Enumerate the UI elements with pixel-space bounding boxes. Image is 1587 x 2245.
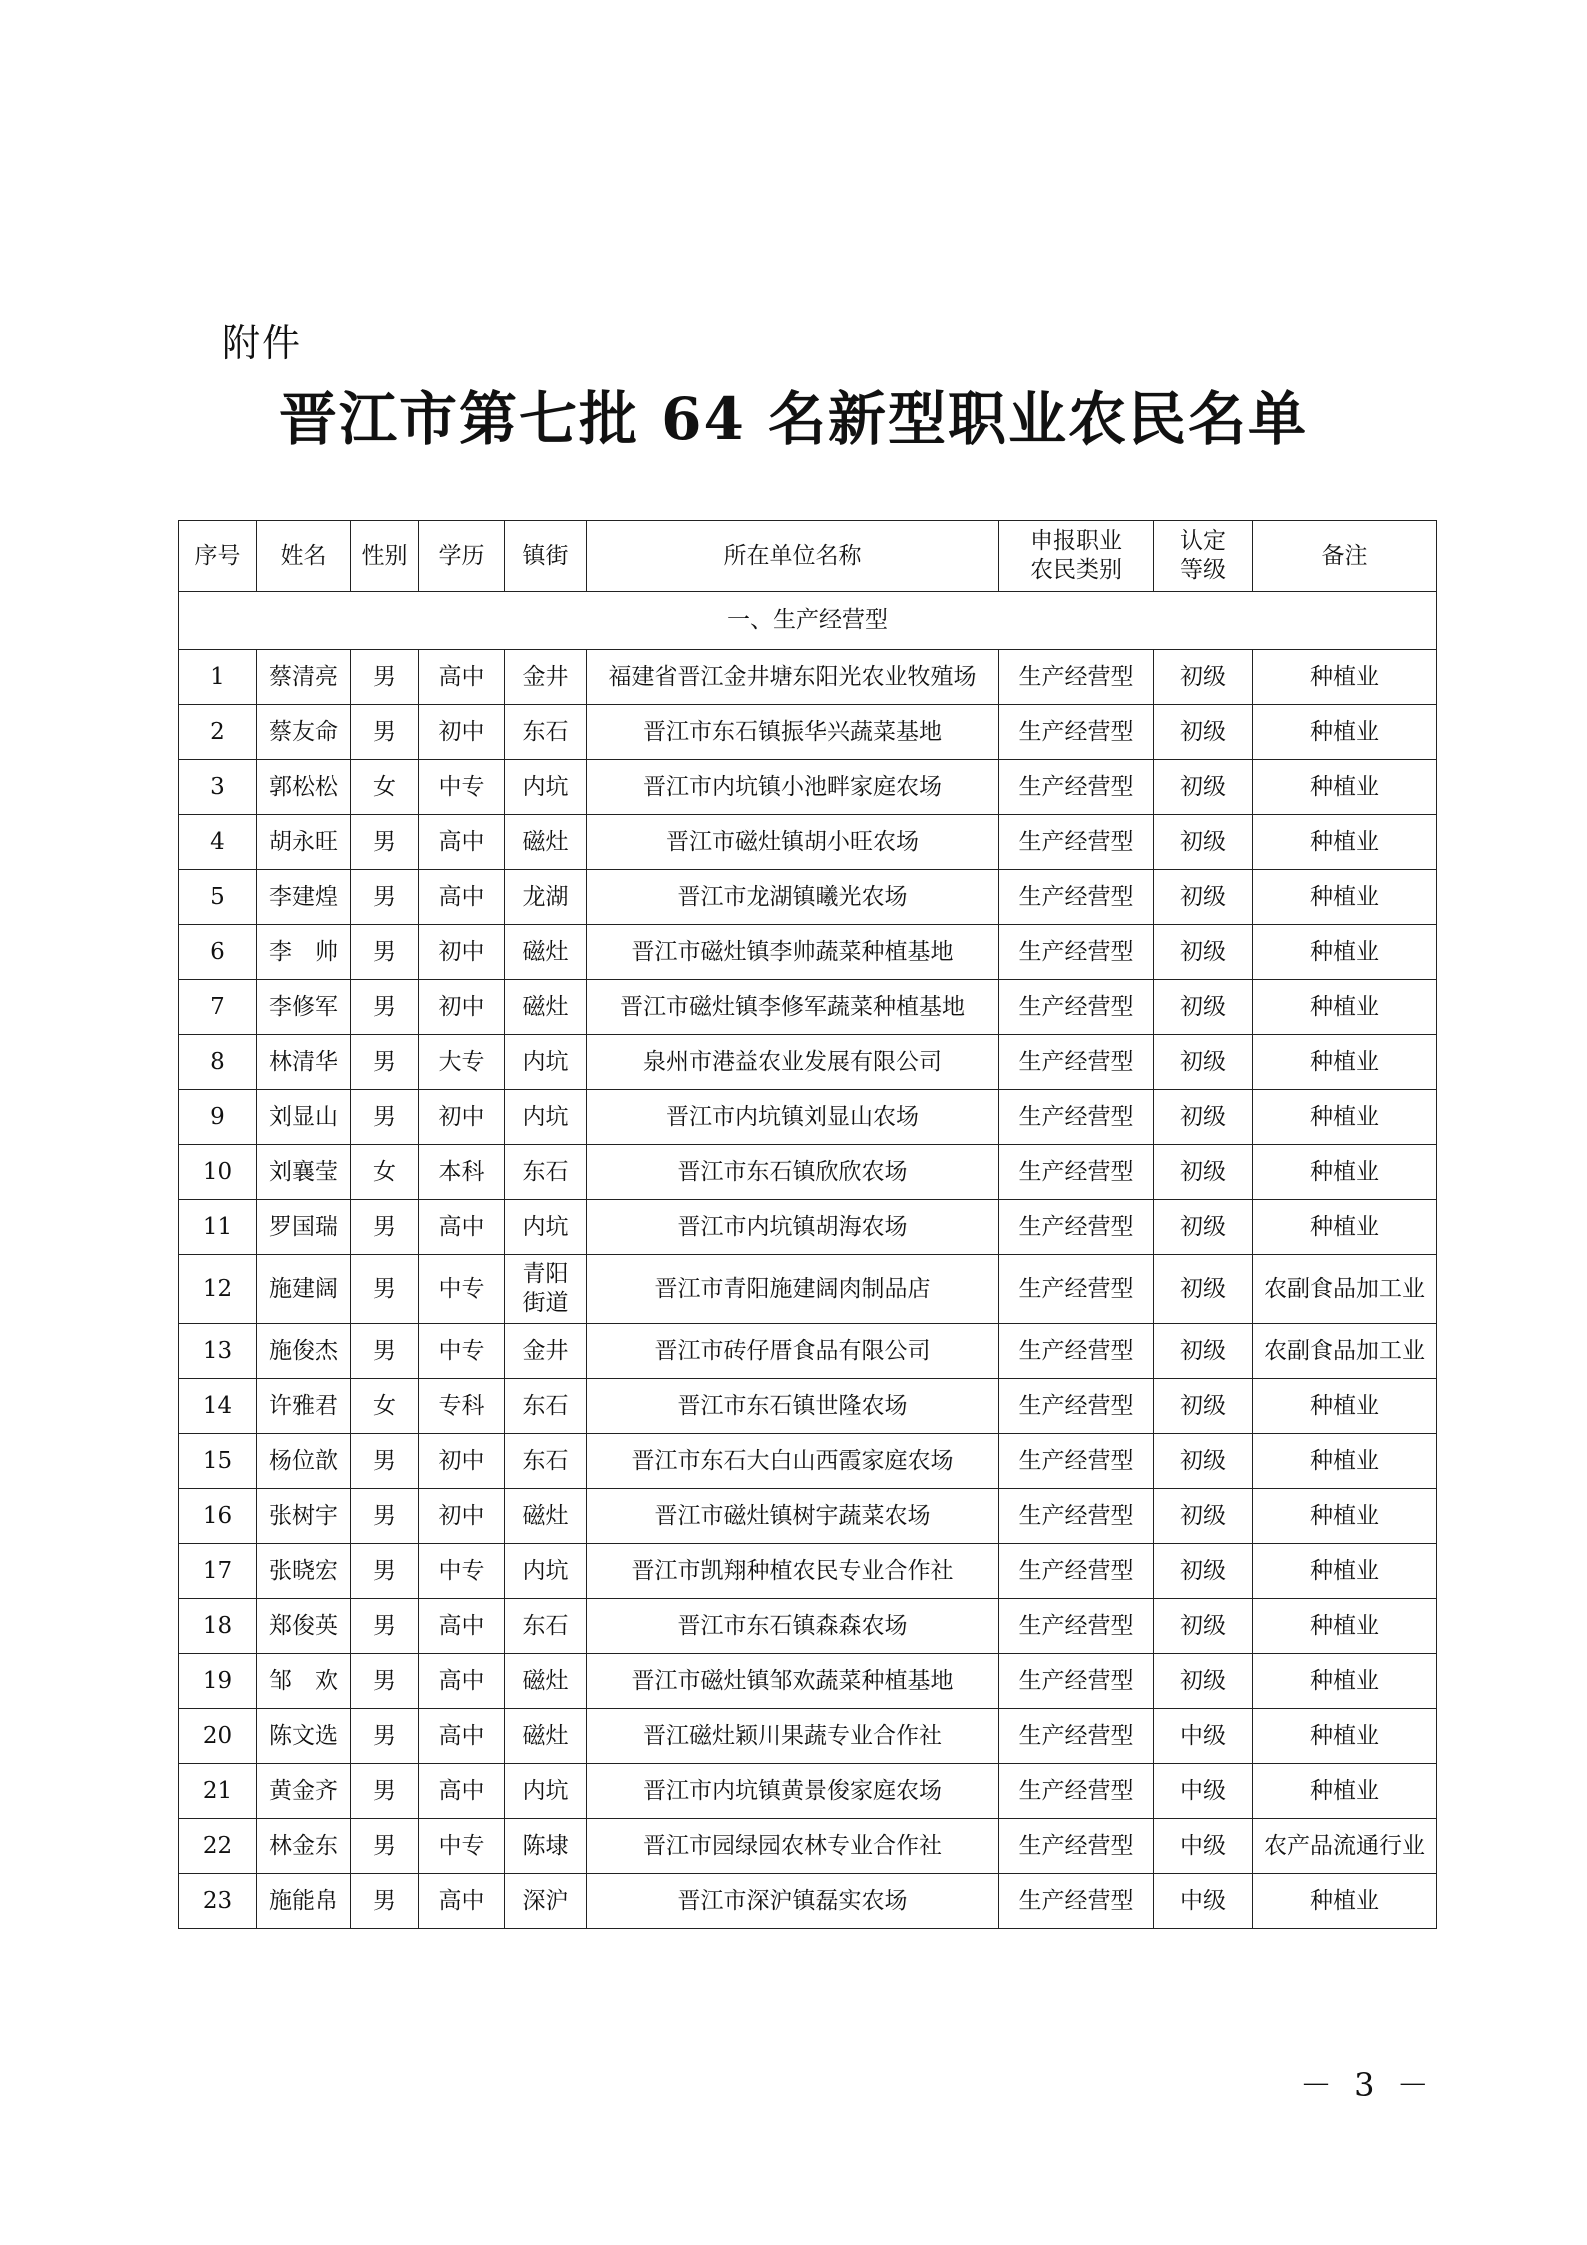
table-cell: 高中 <box>419 1764 505 1819</box>
table-cell: 种植业 <box>1253 1709 1437 1764</box>
table-cell: 施俊杰 <box>257 1324 351 1379</box>
table-cell: 男 <box>351 1599 419 1654</box>
table-cell: 22 <box>179 1819 257 1874</box>
table-cell: 生产经营型 <box>999 1654 1154 1709</box>
table-cell: 李修军 <box>257 980 351 1035</box>
table-cell: 种植业 <box>1253 1874 1437 1929</box>
table-cell: 青阳 街道 <box>505 1255 587 1324</box>
column-header: 备注 <box>1253 521 1437 592</box>
table-cell: 农副食品加工业 <box>1253 1324 1437 1379</box>
table-cell: 种植业 <box>1253 760 1437 815</box>
table-cell: 张晓宏 <box>257 1544 351 1599</box>
table-cell: 生产经营型 <box>999 1035 1154 1090</box>
table-row <box>179 925 1437 980</box>
table-cell: 生产经营型 <box>999 1145 1154 1200</box>
table-cell: 种植业 <box>1253 1200 1437 1255</box>
page-title: 晋江市第七批 64 名新型职业农民名单 <box>278 385 1309 453</box>
table-cell: 高中 <box>419 815 505 870</box>
table-cell: 种植业 <box>1253 1764 1437 1819</box>
table-cell: 晋江市东石镇森森农场 <box>587 1599 999 1654</box>
table-cell: 中级 <box>1154 1819 1253 1874</box>
table-cell: 高中 <box>419 870 505 925</box>
column-header: 申报职业 农民类别 <box>999 521 1154 592</box>
table-cell: 初级 <box>1154 980 1253 1035</box>
table-cell: 男 <box>351 1654 419 1709</box>
section-row <box>179 592 1437 650</box>
table-cell: 郭松松 <box>257 760 351 815</box>
table-cell: 晋江市青阳施建阔肉制品店 <box>587 1255 999 1324</box>
table-cell: 黄金齐 <box>257 1764 351 1819</box>
table-cell: 女 <box>351 1379 419 1434</box>
table-cell: 23 <box>179 1874 257 1929</box>
table-cell: 初级 <box>1154 925 1253 980</box>
table-cell: 初级 <box>1154 870 1253 925</box>
table-cell: 中专 <box>419 760 505 815</box>
table-cell: 晋江市深沪镇磊实农场 <box>587 1874 999 1929</box>
table-cell: 东石 <box>505 1434 587 1489</box>
table-cell: 晋江市东石镇振华兴蔬菜基地 <box>587 705 999 760</box>
table-cell: 初中 <box>419 980 505 1035</box>
table-cell: 男 <box>351 815 419 870</box>
table-cell: 晋江市内坑镇黄景俊家庭农场 <box>587 1764 999 1819</box>
table-cell: 中专 <box>419 1819 505 1874</box>
table-cell: 晋江市内坑镇小池畔家庭农场 <box>587 760 999 815</box>
table-cell: 种植业 <box>1253 1035 1437 1090</box>
table-cell: 初级 <box>1154 1489 1253 1544</box>
table-cell: 东石 <box>505 1599 587 1654</box>
table-cell: 男 <box>351 1874 419 1929</box>
table-cell: 初中 <box>419 1090 505 1145</box>
table-cell: 生产经营型 <box>999 870 1154 925</box>
table-header-row <box>179 521 1437 592</box>
table-cell: 晋江市龙湖镇曦光农场 <box>587 870 999 925</box>
table-cell: 初中 <box>419 705 505 760</box>
table-cell: 17 <box>179 1544 257 1599</box>
table-cell: 福建省晋江金井塘东阳光农业牧殖场 <box>587 650 999 705</box>
table-cell: 初级 <box>1154 760 1253 815</box>
table-cell: 初级 <box>1154 1544 1253 1599</box>
table-cell: 种植业 <box>1253 650 1437 705</box>
table-cell: 初中 <box>419 1434 505 1489</box>
table-cell: 男 <box>351 1764 419 1819</box>
table-cell: 12 <box>179 1255 257 1324</box>
table-cell: 种植业 <box>1253 1489 1437 1544</box>
table-cell: 初级 <box>1154 1255 1253 1324</box>
table-cell: 种植业 <box>1253 1145 1437 1200</box>
table-cell: 18 <box>179 1599 257 1654</box>
table-cell: 晋江市东石大白山西霞家庭农场 <box>587 1434 999 1489</box>
table-cell: 10 <box>179 1145 257 1200</box>
table-cell: 中级 <box>1154 1874 1253 1929</box>
table-cell: 生产经营型 <box>999 1200 1154 1255</box>
table-cell: 种植业 <box>1253 1544 1437 1599</box>
table-cell: 男 <box>351 705 419 760</box>
table-cell: 种植业 <box>1253 1434 1437 1489</box>
table-row <box>179 1379 1437 1434</box>
table-cell: 男 <box>351 1200 419 1255</box>
column-header: 学历 <box>419 521 505 592</box>
column-header: 所在单位名称 <box>587 521 999 592</box>
table-cell: 刘显山 <box>257 1090 351 1145</box>
table-cell: 林清华 <box>257 1035 351 1090</box>
table-row <box>179 1764 1437 1819</box>
table-cell: 男 <box>351 650 419 705</box>
table-cell: 4 <box>179 815 257 870</box>
table-cell: 大专 <box>419 1035 505 1090</box>
table-cell: 东石 <box>505 705 587 760</box>
table-cell: 男 <box>351 1489 419 1544</box>
table-cell: 初级 <box>1154 650 1253 705</box>
table-cell: 种植业 <box>1253 705 1437 760</box>
table-cell: 生产经营型 <box>999 980 1154 1035</box>
table-row <box>179 650 1437 705</box>
table-row <box>179 1654 1437 1709</box>
table-row <box>179 1035 1437 1090</box>
table-cell: 种植业 <box>1253 1090 1437 1145</box>
table-cell: 晋江市磁灶镇李修军蔬菜种植基地 <box>587 980 999 1035</box>
table-cell: 胡永旺 <box>257 815 351 870</box>
table-cell: 生产经营型 <box>999 1819 1154 1874</box>
table-cell: 男 <box>351 1544 419 1599</box>
table-cell: 内坑 <box>505 1035 587 1090</box>
table-row <box>179 1819 1437 1874</box>
column-header: 性别 <box>351 521 419 592</box>
column-header: 认定 等级 <box>1154 521 1253 592</box>
table-cell: 生产经营型 <box>999 925 1154 980</box>
table-cell: 晋江市凯翔种植农民专业合作社 <box>587 1544 999 1599</box>
table-cell: 生产经营型 <box>999 1324 1154 1379</box>
table-cell: 磁灶 <box>505 1709 587 1764</box>
table-cell: 8 <box>179 1035 257 1090</box>
table-cell: 泉州市港益农业发展有限公司 <box>587 1035 999 1090</box>
table-cell: 11 <box>179 1200 257 1255</box>
table-cell: 6 <box>179 925 257 980</box>
table-cell: 生产经营型 <box>999 1874 1154 1929</box>
table-cell: 种植业 <box>1253 870 1437 925</box>
table-cell: 磁灶 <box>505 925 587 980</box>
table-cell: 郑俊英 <box>257 1599 351 1654</box>
table-cell: 种植业 <box>1253 1379 1437 1434</box>
table-cell: 金井 <box>505 1324 587 1379</box>
table-cell: 晋江市东石镇世隆农场 <box>587 1379 999 1434</box>
table-cell: 初级 <box>1154 1599 1253 1654</box>
table-cell: 磁灶 <box>505 1654 587 1709</box>
table-cell: 13 <box>179 1324 257 1379</box>
table-cell: 3 <box>179 760 257 815</box>
table-cell: 东石 <box>505 1379 587 1434</box>
table-cell: 中专 <box>419 1544 505 1599</box>
table-cell: 生产经营型 <box>999 1090 1154 1145</box>
table-row <box>179 980 1437 1035</box>
table-cell: 晋江市磁灶镇胡小旺农场 <box>587 815 999 870</box>
table-cell: 高中 <box>419 1654 505 1709</box>
table-cell: 磁灶 <box>505 815 587 870</box>
table-cell: 男 <box>351 1324 419 1379</box>
attachment-label: 附件 <box>222 321 303 365</box>
table-cell: 男 <box>351 1709 419 1764</box>
table-row <box>179 1090 1437 1145</box>
table-cell: 内坑 <box>505 1764 587 1819</box>
table-cell: 晋江市磁灶镇邹欢蔬菜种植基地 <box>587 1654 999 1709</box>
table-cell: 男 <box>351 925 419 980</box>
table-cell: 男 <box>351 870 419 925</box>
table-cell: 专科 <box>419 1379 505 1434</box>
table-row <box>179 1255 1437 1324</box>
table-cell: 内坑 <box>505 1200 587 1255</box>
column-header: 姓名 <box>257 521 351 592</box>
table-cell: 陈埭 <box>505 1819 587 1874</box>
table-cell: 男 <box>351 1434 419 1489</box>
table-row <box>179 1489 1437 1544</box>
table-cell: 初级 <box>1154 1200 1253 1255</box>
table-cell: 生产经营型 <box>999 815 1154 870</box>
table-cell: 李建煌 <box>257 870 351 925</box>
table-cell: 女 <box>351 1145 419 1200</box>
table-cell: 东石 <box>505 1145 587 1200</box>
table-cell: 晋江磁灶颖川果蔬专业合作社 <box>587 1709 999 1764</box>
table-cell: 初级 <box>1154 1434 1253 1489</box>
table-row <box>179 1145 1437 1200</box>
table-row <box>179 1544 1437 1599</box>
table-cell: 深沪 <box>505 1874 587 1929</box>
table-cell: 20 <box>179 1709 257 1764</box>
table-cell: 1 <box>179 650 257 705</box>
table-cell: 生产经营型 <box>999 1434 1154 1489</box>
table-cell: 男 <box>351 1090 419 1145</box>
table-cell: 晋江市磁灶镇树宇蔬菜农场 <box>587 1489 999 1544</box>
table-cell: 晋江市磁灶镇李帅蔬菜种植基地 <box>587 925 999 980</box>
table-cell: 本科 <box>419 1145 505 1200</box>
table-cell: 种植业 <box>1253 925 1437 980</box>
table-row <box>179 705 1437 760</box>
table-cell: 施能帛 <box>257 1874 351 1929</box>
table-cell: 男 <box>351 1819 419 1874</box>
table-cell: 生产经营型 <box>999 1709 1154 1764</box>
table-cell: 许雅君 <box>257 1379 351 1434</box>
table-cell: 初级 <box>1154 1035 1253 1090</box>
table-cell: 陈文选 <box>257 1709 351 1764</box>
table-cell: 中级 <box>1154 1764 1253 1819</box>
table-row <box>179 1874 1437 1929</box>
table-cell: 初中 <box>419 925 505 980</box>
table-cell: 19 <box>179 1654 257 1709</box>
table-row <box>179 1434 1437 1489</box>
table-cell: 种植业 <box>1253 1654 1437 1709</box>
table-cell: 种植业 <box>1253 980 1437 1035</box>
table-cell: 16 <box>179 1489 257 1544</box>
table-cell: 9 <box>179 1090 257 1145</box>
table-cell: 生产经营型 <box>999 1544 1154 1599</box>
table-cell: 内坑 <box>505 1090 587 1145</box>
table-cell: 晋江市东石镇欣欣农场 <box>587 1145 999 1200</box>
table-cell: 生产经营型 <box>999 1489 1154 1544</box>
table-cell: 5 <box>179 870 257 925</box>
table-cell: 生产经营型 <box>999 650 1154 705</box>
table-cell: 生产经营型 <box>999 705 1154 760</box>
table-cell: 高中 <box>419 1874 505 1929</box>
table-cell: 蔡友命 <box>257 705 351 760</box>
table-cell: 7 <box>179 980 257 1035</box>
table-row <box>179 870 1437 925</box>
table-row <box>179 760 1437 815</box>
table-cell: 内坑 <box>505 760 587 815</box>
table-cell: 初级 <box>1154 705 1253 760</box>
table-cell: 刘襄莹 <box>257 1145 351 1200</box>
table-cell: 种植业 <box>1253 815 1437 870</box>
table-cell: 14 <box>179 1379 257 1434</box>
table-cell: 高中 <box>419 1599 505 1654</box>
table-row <box>179 815 1437 870</box>
table-cell: 男 <box>351 980 419 1035</box>
page-number: － 3 － <box>1300 2066 1435 2104</box>
table-cell: 初级 <box>1154 1654 1253 1709</box>
table-cell: 农副食品加工业 <box>1253 1255 1437 1324</box>
table-cell: 男 <box>351 1035 419 1090</box>
table-cell: 种植业 <box>1253 1599 1437 1654</box>
table-cell: 生产经营型 <box>999 1599 1154 1654</box>
column-header: 序号 <box>179 521 257 592</box>
table-cell: 晋江市园绿园农林专业合作社 <box>587 1819 999 1874</box>
table-row <box>179 1599 1437 1654</box>
table-cell: 初级 <box>1154 1090 1253 1145</box>
table-cell: 金井 <box>505 650 587 705</box>
table-cell: 生产经营型 <box>999 1764 1154 1819</box>
farmer-roster-table <box>178 520 1437 1929</box>
table-row <box>179 1709 1437 1764</box>
table-cell: 15 <box>179 1434 257 1489</box>
table-cell: 邹 欢 <box>257 1654 351 1709</box>
table-cell: 张树宇 <box>257 1489 351 1544</box>
table-cell: 蔡清亮 <box>257 650 351 705</box>
table-cell: 林金东 <box>257 1819 351 1874</box>
table-cell: 女 <box>351 760 419 815</box>
table-cell: 高中 <box>419 1200 505 1255</box>
section-title: 一、生产经营型 <box>179 592 1437 650</box>
table-cell: 杨位歆 <box>257 1434 351 1489</box>
table-cell: 初级 <box>1154 815 1253 870</box>
table-cell: 晋江市砖仔厝食品有限公司 <box>587 1324 999 1379</box>
table-cell: 晋江市内坑镇胡海农场 <box>587 1200 999 1255</box>
table-cell: 生产经营型 <box>999 760 1154 815</box>
table-cell: 生产经营型 <box>999 1379 1154 1434</box>
table-cell: 初级 <box>1154 1324 1253 1379</box>
table-cell: 中专 <box>419 1324 505 1379</box>
table-cell: 磁灶 <box>505 1489 587 1544</box>
table-cell: 内坑 <box>505 1544 587 1599</box>
table-cell: 初级 <box>1154 1145 1253 1200</box>
table-cell: 男 <box>351 1255 419 1324</box>
table-cell: 生产经营型 <box>999 1255 1154 1324</box>
table-cell: 初级 <box>1154 1379 1253 1434</box>
table-cell: 磁灶 <box>505 980 587 1035</box>
table-row <box>179 1324 1437 1379</box>
table-cell: 晋江市内坑镇刘显山农场 <box>587 1090 999 1145</box>
table-cell: 罗国瑞 <box>257 1200 351 1255</box>
table-cell: 施建阔 <box>257 1255 351 1324</box>
table-cell: 高中 <box>419 1709 505 1764</box>
table-cell: 初中 <box>419 1489 505 1544</box>
table-cell: 21 <box>179 1764 257 1819</box>
table-cell: 李 帅 <box>257 925 351 980</box>
table-cell: 2 <box>179 705 257 760</box>
table-cell: 高中 <box>419 650 505 705</box>
column-header: 镇街 <box>505 521 587 592</box>
table-row <box>179 1200 1437 1255</box>
table-cell: 中级 <box>1154 1709 1253 1764</box>
table-cell: 龙湖 <box>505 870 587 925</box>
table-cell: 中专 <box>419 1255 505 1324</box>
table-cell: 农产品流通行业 <box>1253 1819 1437 1874</box>
